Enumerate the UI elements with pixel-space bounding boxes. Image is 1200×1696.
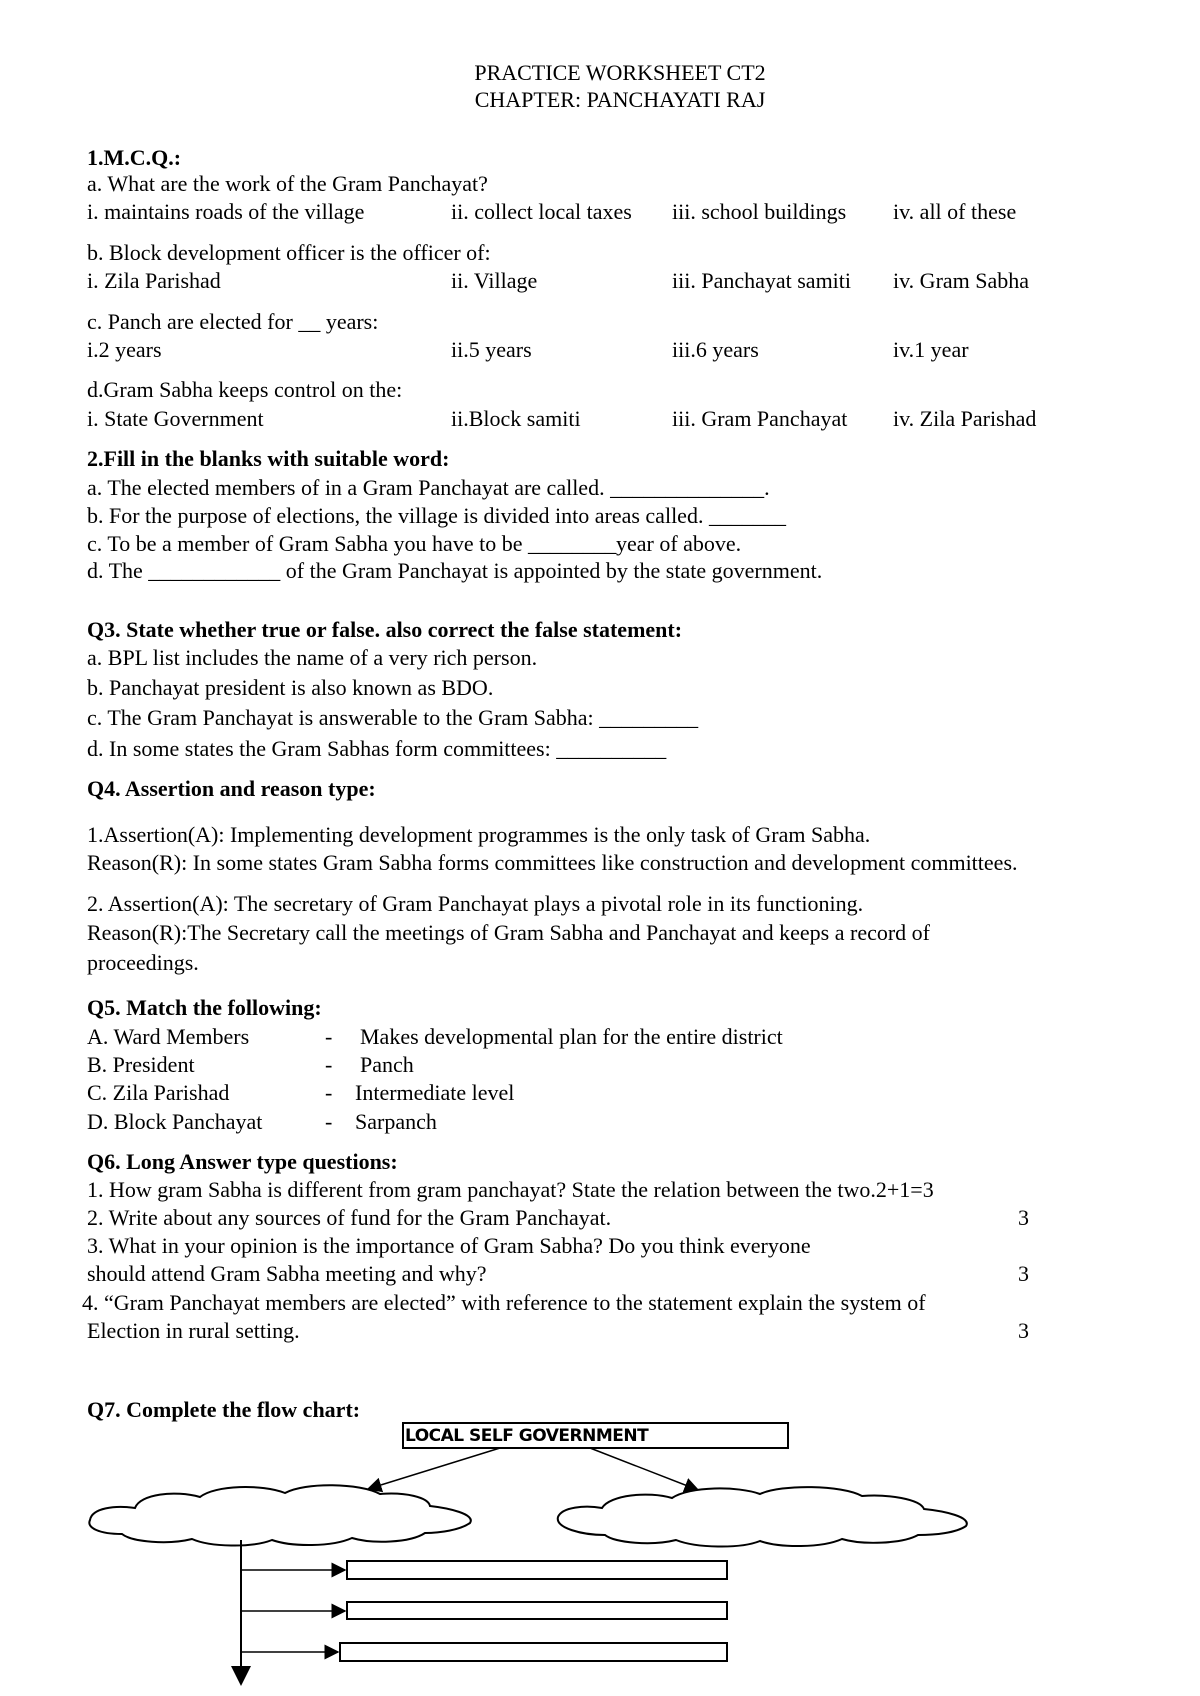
match-left-b: B. President xyxy=(87,1052,195,1077)
match-right-c: Intermediate level xyxy=(355,1080,515,1105)
ar-reason-2-cont: proceedings. xyxy=(87,950,199,975)
fill-item-b: b. For the purpose of elections, the village is divided into areas called. _______ xyxy=(87,503,786,528)
flow-blank-box-3 xyxy=(340,1643,727,1661)
tf-item-d: d. In some states the Gram Sabhas form committees: __________ xyxy=(87,736,667,761)
mcq-d-option-3: iii. Gram Panchayat xyxy=(672,406,848,431)
flow-cloud-left xyxy=(89,1485,471,1545)
fill-item-d: d. The ____________ of the Gram Panchayat is appointed by the state government. xyxy=(87,558,823,583)
match-dash-b: - xyxy=(325,1052,333,1077)
mcq-d-option-1: i. State Government xyxy=(87,406,264,431)
long-line-4: should attend Gram Sabha meeting and why? xyxy=(87,1261,487,1286)
long-line-5: 4. “Gram Panchayat members are elected” with reference to the statement explain the system of xyxy=(82,1290,926,1315)
match-left-d: D. Block Panchayat xyxy=(87,1109,263,1134)
flow-top-box-label: LOCAL SELF GOVERNMENT xyxy=(405,1426,649,1446)
mcq-c-option-1: i.2 years xyxy=(87,337,162,362)
flow-cloud-right xyxy=(558,1487,967,1546)
fill-item-c: c. To be a member of Gram Sabha you have to be ________year of above. xyxy=(87,531,742,556)
match-right-a: Makes developmental plan for the entire district xyxy=(360,1024,783,1049)
match-right-b: Panch xyxy=(360,1052,414,1077)
flow-arrow-left xyxy=(368,1448,500,1489)
ar-reason-1: Reason(R): In some states Gram Sabha forms committees like construction and development committees. xyxy=(87,850,1018,875)
worksheet-title: PRACTICE WORKSHEET CT2 xyxy=(474,60,766,85)
flow-heading: Q7. Complete the flow chart: xyxy=(87,1397,361,1422)
flow-blank-box-1 xyxy=(347,1561,727,1579)
match-left-c: C. Zila Parishad xyxy=(87,1080,230,1105)
mcq-c-option-2: ii.5 years xyxy=(451,337,532,362)
flow-arrow-right xyxy=(590,1448,698,1490)
tf-item-a: a. BPL list includes the name of a very rich person. xyxy=(87,645,538,670)
mcq-question-c: c. Panch are elected for __ years: xyxy=(87,309,379,334)
tf-heading: Q3. State whether true or false. also correct the false statement: xyxy=(87,617,683,642)
tf-item-c: c. The Gram Panchayat is answerable to the Gram Sabha: _________ xyxy=(87,705,699,730)
ar-assertion-1: 1.Assertion(A): Implementing development programmes is the only task of Gram Sabha. xyxy=(87,822,871,847)
mcq-a-option-3: iii. school buildings xyxy=(672,199,847,224)
mcq-heading: 1.M.C.Q.: xyxy=(87,145,182,170)
match-dash-c: - xyxy=(325,1080,333,1105)
long-marks-2: 3 xyxy=(1018,1205,1029,1230)
long-heading: Q6. Long Answer type questions: xyxy=(87,1149,398,1174)
mcq-b-option-2: ii. Village xyxy=(451,268,538,293)
mcq-b-option-1: i. Zila Parishad xyxy=(87,268,221,293)
match-heading: Q5. Match the following: xyxy=(87,995,322,1020)
long-marks-6: 3 xyxy=(1018,1318,1029,1343)
fill-item-a: a. The elected members of in a Gram Panchayat are called. ______________. xyxy=(87,475,770,500)
match-dash-d: - xyxy=(325,1109,333,1134)
match-right-d: Sarpanch xyxy=(355,1109,437,1134)
chapter-title: CHAPTER: PANCHAYATI RAJ xyxy=(474,87,766,112)
long-marks-4: 3 xyxy=(1018,1261,1029,1286)
fill-heading: 2.Fill in the blanks with suitable word: xyxy=(87,446,450,471)
mcq-c-option-3: iii.6 years xyxy=(672,337,759,362)
mcq-b-option-3: iii. Panchayat samiti xyxy=(672,268,852,293)
tf-item-b: b. Panchayat president is also known as BDO. xyxy=(87,675,494,700)
match-left-a: A. Ward Members xyxy=(87,1024,250,1049)
ar-heading: Q4. Assertion and reason type: xyxy=(87,776,376,801)
mcq-b-option-4: iv. Gram Sabha xyxy=(893,268,1030,293)
long-line-6: Election in rural setting. xyxy=(87,1318,300,1343)
mcq-a-option-2: ii. collect local taxes xyxy=(451,199,632,224)
mcq-d-option-2: ii.Block samiti xyxy=(451,406,581,431)
flow-blank-box-2 xyxy=(347,1602,727,1619)
match-dash-a: - xyxy=(325,1024,333,1049)
mcq-question-a: a. What are the work of the Gram Panchayat? xyxy=(87,171,488,196)
mcq-question-b: b. Block development officer is the officer of: xyxy=(87,240,491,265)
mcq-a-option-4: iv. all of these xyxy=(893,199,1017,224)
mcq-a-option-1: i. maintains roads of the village xyxy=(87,199,365,224)
mcq-d-option-4: iv. Zila Parishad xyxy=(893,406,1037,431)
long-line-1: 1. How gram Sabha is different from gram panchayat? State the relation between the two.2+1=3 xyxy=(87,1177,934,1202)
ar-assertion-2: 2. Assertion(A): The secretary of Gram Panchayat plays a pivotal role in its functioning. xyxy=(87,891,864,916)
mcq-question-d: d.Gram Sabha keeps control on the: xyxy=(87,377,403,402)
mcq-c-option-4: iv.1 year xyxy=(893,337,969,362)
long-line-3: 3. What in your opinion is the importance of Gram Sabha? Do you think everyone xyxy=(87,1233,811,1258)
long-line-2: 2. Write about any sources of fund for the Gram Panchayat. xyxy=(87,1205,612,1230)
ar-reason-2: Reason(R):The Secretary call the meetings of Gram Sabha and Panchayat and keeps a record of xyxy=(87,920,931,945)
